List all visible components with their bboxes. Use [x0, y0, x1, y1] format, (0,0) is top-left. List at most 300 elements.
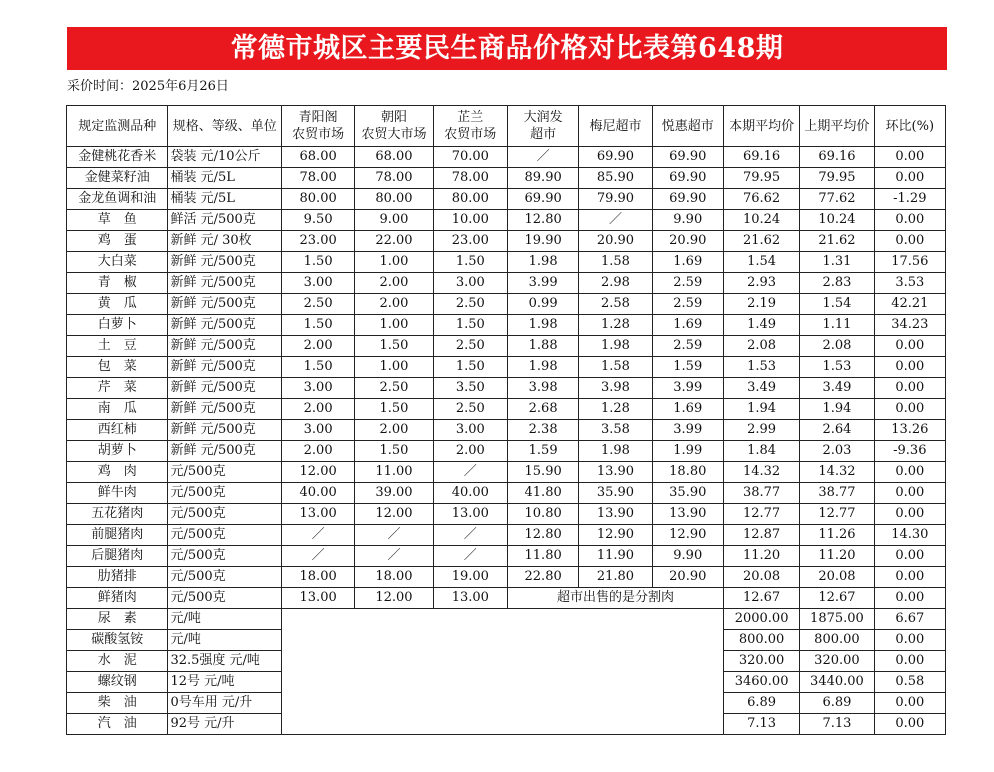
- item-name: 大白菜: [67, 252, 168, 273]
- price-cell: 15.90: [507, 462, 578, 483]
- item-spec: 元/500克: [168, 525, 282, 546]
- previous-average: 2.64: [800, 420, 874, 441]
- price-cell: 2.59: [652, 273, 723, 294]
- price-cell: 2.59: [652, 336, 723, 357]
- previous-average: 1.94: [800, 399, 874, 420]
- table-row: [67, 483, 946, 504]
- price-cell: 1.28: [579, 399, 652, 420]
- previous-average: 79.95: [800, 168, 874, 189]
- table-row: [67, 231, 946, 252]
- column-header: 芷兰 农贸市场: [433, 106, 507, 147]
- column-header: 朝阳 农贸大市场: [355, 106, 433, 147]
- price-cell: 13.00: [433, 588, 507, 609]
- price-cell: 1.00: [355, 357, 433, 378]
- current-average: 21.62: [723, 231, 799, 252]
- item-spec: 新鲜 元/500克: [168, 273, 282, 294]
- current-average: 76.62: [723, 189, 799, 210]
- price-cell: 9.50: [281, 210, 354, 231]
- column-header: 梅尼超市: [579, 106, 652, 147]
- price-cell: 41.80: [507, 483, 578, 504]
- item-spec: 桶装 元/5L: [168, 168, 282, 189]
- column-header: 环比(%): [874, 106, 945, 147]
- price-cell: 1.69: [652, 252, 723, 273]
- price-cell: 3.50: [433, 378, 507, 399]
- current-average: 12.67: [723, 588, 799, 609]
- price-cell: 1.98: [507, 252, 578, 273]
- price-cell: 13.90: [579, 504, 652, 525]
- item-spec: 12号 元/吨: [168, 672, 282, 693]
- price-cell: 1.50: [355, 441, 433, 462]
- table-row: [67, 525, 946, 546]
- price-cell: 1.50: [433, 357, 507, 378]
- previous-average: 7.13: [800, 714, 874, 735]
- price-cell: 80.00: [433, 189, 507, 210]
- item-spec: 新鲜 元/500克: [168, 420, 282, 441]
- price-cell: 1.50: [433, 252, 507, 273]
- price-cell: 2.50: [281, 294, 354, 315]
- current-average: 3460.00: [723, 672, 799, 693]
- item-spec: 新鲜 元/500克: [168, 315, 282, 336]
- change-percent: 0.00: [874, 168, 945, 189]
- price-cell: 2.98: [579, 273, 652, 294]
- price-cell: 80.00: [281, 189, 354, 210]
- previous-average: 1.31: [800, 252, 874, 273]
- price-cell: ／: [507, 147, 578, 168]
- page-title: 常德市城区主要民生商品价格对比表第648期: [67, 27, 947, 70]
- price-cell: 11.90: [579, 546, 652, 567]
- price-cell: 0.99: [507, 294, 578, 315]
- price-cell: 2.38: [507, 420, 578, 441]
- table-row: [67, 609, 946, 630]
- supermarket-note: 超市出售的是分割肉: [507, 588, 723, 609]
- price-cell: 1.50: [281, 357, 354, 378]
- current-average: 800.00: [723, 630, 799, 651]
- item-name: 鸡 肉: [67, 462, 168, 483]
- change-percent: 14.30: [874, 525, 945, 546]
- item-name: 汽 油: [67, 714, 168, 735]
- price-cell: 40.00: [281, 483, 354, 504]
- current-average: 7.13: [723, 714, 799, 735]
- current-average: 2.19: [723, 294, 799, 315]
- price-cell: 2.00: [433, 441, 507, 462]
- price-cell: ／: [433, 462, 507, 483]
- price-cell: 2.00: [355, 273, 433, 294]
- item-name: 前腿猪肉: [67, 525, 168, 546]
- item-name: 尿 素: [67, 609, 168, 630]
- price-cell: 2.00: [281, 399, 354, 420]
- item-name: 金健桃花香米: [67, 147, 168, 168]
- price-cell: 20.90: [652, 231, 723, 252]
- item-spec: 元/500克: [168, 483, 282, 504]
- price-cell: 69.90: [507, 189, 578, 210]
- price-cell: 3.58: [579, 420, 652, 441]
- item-spec: 新鲜 元/500克: [168, 399, 282, 420]
- market-prices-blank: [281, 609, 723, 735]
- price-cell: 2.50: [433, 399, 507, 420]
- price-cell: 78.00: [281, 168, 354, 189]
- price-cell: 2.00: [281, 441, 354, 462]
- table-row: [67, 357, 946, 378]
- price-cell: 11.80: [507, 546, 578, 567]
- item-spec: 元/500克: [168, 567, 282, 588]
- price-cell: ／: [579, 210, 652, 231]
- change-percent: 0.00: [874, 147, 945, 168]
- price-cell: 2.00: [355, 294, 433, 315]
- price-cell: 1.50: [433, 315, 507, 336]
- item-name: 白萝卜: [67, 315, 168, 336]
- price-cell: 35.90: [652, 483, 723, 504]
- previous-average: 3440.00: [800, 672, 874, 693]
- change-percent: 0.00: [874, 693, 945, 714]
- table-row: [67, 210, 946, 231]
- previous-average: 1875.00: [800, 609, 874, 630]
- price-cell: 39.00: [355, 483, 433, 504]
- item-spec: 新鲜 元/500克: [168, 378, 282, 399]
- table-row: [67, 252, 946, 273]
- price-cell: 1.00: [355, 315, 433, 336]
- table-row: [67, 147, 946, 168]
- price-cell: ／: [355, 546, 433, 567]
- price-cell: 1.98: [579, 441, 652, 462]
- change-percent: 17.56: [874, 252, 945, 273]
- item-name: 胡萝卜: [67, 441, 168, 462]
- price-cell: 21.80: [579, 567, 652, 588]
- previous-average: 11.20: [800, 546, 874, 567]
- change-percent: 0.00: [874, 462, 945, 483]
- previous-average: 2.83: [800, 273, 874, 294]
- price-cell: 1.69: [652, 315, 723, 336]
- change-percent: 0.00: [874, 588, 945, 609]
- price-cell: 18.00: [281, 567, 354, 588]
- change-percent: 0.00: [874, 546, 945, 567]
- change-percent: 0.00: [874, 630, 945, 651]
- item-spec: 新鲜 元/500克: [168, 294, 282, 315]
- current-average: 14.32: [723, 462, 799, 483]
- column-header: 上期平均价: [800, 106, 874, 147]
- table-row: [67, 420, 946, 441]
- item-name: 柴 油: [67, 693, 168, 714]
- price-cell: 2.50: [433, 336, 507, 357]
- current-average: 10.24: [723, 210, 799, 231]
- current-average: 12.77: [723, 504, 799, 525]
- price-cell: 1.59: [652, 357, 723, 378]
- price-cell: 20.90: [579, 231, 652, 252]
- item-spec: 元/吨: [168, 630, 282, 651]
- item-name: 水 泥: [67, 651, 168, 672]
- price-cell: 13.90: [579, 462, 652, 483]
- item-spec: 袋装 元/10公斤: [168, 147, 282, 168]
- item-name: 南 瓜: [67, 399, 168, 420]
- price-cell: 3.00: [433, 273, 507, 294]
- price-cell: 12.90: [579, 525, 652, 546]
- change-percent: 0.00: [874, 336, 945, 357]
- change-percent: 34.23: [874, 315, 945, 336]
- price-cell: 68.00: [355, 147, 433, 168]
- price-cell: 1.98: [579, 336, 652, 357]
- price-cell: 1.99: [652, 441, 723, 462]
- price-cell: 12.00: [355, 588, 433, 609]
- price-cell: 78.00: [433, 168, 507, 189]
- table-row: [67, 336, 946, 357]
- price-cell: 3.00: [281, 273, 354, 294]
- change-percent: 3.53: [874, 273, 945, 294]
- price-cell: 9.00: [355, 210, 433, 231]
- previous-average: 800.00: [800, 630, 874, 651]
- current-average: 38.77: [723, 483, 799, 504]
- previous-average: 1.11: [800, 315, 874, 336]
- price-cell: 23.00: [281, 231, 354, 252]
- change-percent: 6.67: [874, 609, 945, 630]
- price-cell: 2.68: [507, 399, 578, 420]
- price-cell: 12.80: [507, 525, 578, 546]
- table-row: [67, 315, 946, 336]
- price-cell: 3.99: [652, 420, 723, 441]
- price-cell: 35.90: [579, 483, 652, 504]
- price-cell: 19.00: [433, 567, 507, 588]
- item-spec: 鲜活 元/500克: [168, 210, 282, 231]
- price-cell: 80.00: [355, 189, 433, 210]
- table-row: [67, 588, 946, 609]
- item-spec: 元/500克: [168, 504, 282, 525]
- item-spec: 92号 元/升: [168, 714, 282, 735]
- price-cell: ／: [281, 546, 354, 567]
- price-cell: 13.90: [652, 504, 723, 525]
- table-row: [67, 273, 946, 294]
- item-spec: 元/500克: [168, 462, 282, 483]
- price-cell: 2.50: [355, 378, 433, 399]
- item-name: 土 豆: [67, 336, 168, 357]
- item-name: 包 菜: [67, 357, 168, 378]
- current-average: 2.93: [723, 273, 799, 294]
- price-cell: 9.90: [652, 210, 723, 231]
- column-header: 规定监测品种: [67, 106, 168, 147]
- item-name: 西红柿: [67, 420, 168, 441]
- price-cell: 2.00: [281, 336, 354, 357]
- previous-average: 2.03: [800, 441, 874, 462]
- previous-average: 77.62: [800, 189, 874, 210]
- price-cell: 40.00: [433, 483, 507, 504]
- item-name: 肋猪排: [67, 567, 168, 588]
- item-name: 金健菜籽油: [67, 168, 168, 189]
- table-row: [67, 441, 946, 462]
- price-cell: 20.90: [652, 567, 723, 588]
- current-average: 1.84: [723, 441, 799, 462]
- price-cell: 1.98: [507, 357, 578, 378]
- current-average: 79.95: [723, 168, 799, 189]
- price-cell: 3.99: [652, 378, 723, 399]
- current-average: 20.08: [723, 567, 799, 588]
- price-cell: 18.00: [355, 567, 433, 588]
- price-cell: 22.80: [507, 567, 578, 588]
- change-percent: 0.58: [874, 672, 945, 693]
- table-body: [67, 147, 946, 735]
- item-name: 螺纹钢: [67, 672, 168, 693]
- price-cell: 1.50: [281, 252, 354, 273]
- price-cell: 18.80: [652, 462, 723, 483]
- price-cell: 1.58: [579, 252, 652, 273]
- price-cell: 1.28: [579, 315, 652, 336]
- change-percent: 0.00: [874, 357, 945, 378]
- item-spec: 新鲜 元/500克: [168, 357, 282, 378]
- item-name: 草 鱼: [67, 210, 168, 231]
- item-spec: 元/500克: [168, 546, 282, 567]
- current-average: 2.99: [723, 420, 799, 441]
- price-cell: 1.50: [281, 315, 354, 336]
- price-cell: 2.00: [355, 420, 433, 441]
- price-cell: 11.00: [355, 462, 433, 483]
- price-cell: 9.90: [652, 546, 723, 567]
- price-cell: 13.00: [281, 588, 354, 609]
- change-percent: 0.00: [874, 483, 945, 504]
- price-cell: 12.00: [281, 462, 354, 483]
- previous-average: 2.08: [800, 336, 874, 357]
- previous-average: 11.26: [800, 525, 874, 546]
- current-average: 320.00: [723, 651, 799, 672]
- item-name: 五花猪肉: [67, 504, 168, 525]
- previous-average: 14.32: [800, 462, 874, 483]
- item-name: 后腿猪肉: [67, 546, 168, 567]
- table-row: [67, 378, 946, 399]
- previous-average: 6.89: [800, 693, 874, 714]
- price-cell: 1.50: [355, 399, 433, 420]
- table-row: [67, 462, 946, 483]
- change-percent: 0.00: [874, 231, 945, 252]
- item-name: 碳酸氢铵: [67, 630, 168, 651]
- price-cell: 1.98: [507, 315, 578, 336]
- price-cell: 10.80: [507, 504, 578, 525]
- item-spec: 新鲜 元/ 30枚: [168, 231, 282, 252]
- item-spec: 元/吨: [168, 609, 282, 630]
- previous-average: 38.77: [800, 483, 874, 504]
- item-spec: 桶装 元/5L: [168, 189, 282, 210]
- item-name: 芹 菜: [67, 378, 168, 399]
- change-percent: 0.00: [874, 567, 945, 588]
- column-header: 悦惠超市: [652, 106, 723, 147]
- price-cell: 19.90: [507, 231, 578, 252]
- price-cell: 23.00: [433, 231, 507, 252]
- column-header: 规格、等级、单位: [168, 106, 282, 147]
- table-row: [67, 168, 946, 189]
- previous-average: 3.49: [800, 378, 874, 399]
- item-name: 黄 瓜: [67, 294, 168, 315]
- current-average: 11.20: [723, 546, 799, 567]
- price-cell: 1.50: [355, 336, 433, 357]
- price-cell: 12.90: [652, 525, 723, 546]
- price-cell: 2.50: [433, 294, 507, 315]
- price-cell: 79.90: [579, 189, 652, 210]
- current-average: 1.54: [723, 252, 799, 273]
- table-row: [67, 504, 946, 525]
- price-cell: 3.98: [579, 378, 652, 399]
- previous-average: 1.54: [800, 294, 874, 315]
- table-row: [67, 546, 946, 567]
- price-cell: 89.90: [507, 168, 578, 189]
- price-cell: 12.00: [355, 504, 433, 525]
- change-percent: -1.29: [874, 189, 945, 210]
- price-cell: 85.90: [579, 168, 652, 189]
- column-header: 大润发 超市: [507, 106, 578, 147]
- price-cell: 10.00: [433, 210, 507, 231]
- item-name: 鲜猪肉: [67, 588, 168, 609]
- item-spec: 元/500克: [168, 588, 282, 609]
- current-average: 3.49: [723, 378, 799, 399]
- item-spec: 32.5强度 元/吨: [168, 651, 282, 672]
- price-table: [66, 105, 946, 735]
- price-cell: 3.00: [281, 378, 354, 399]
- price-cell: 13.00: [281, 504, 354, 525]
- price-cell: 13.00: [433, 504, 507, 525]
- column-header: 青阳阁 农贸市场: [281, 106, 354, 147]
- current-average: 1.94: [723, 399, 799, 420]
- table-header: [67, 106, 946, 147]
- price-cell: ／: [433, 546, 507, 567]
- table-row: [67, 189, 946, 210]
- previous-average: 12.77: [800, 504, 874, 525]
- column-header: 本期平均价: [723, 106, 799, 147]
- current-average: 2.08: [723, 336, 799, 357]
- price-cell: 69.90: [652, 147, 723, 168]
- change-percent: 0.00: [874, 210, 945, 231]
- price-cell: 69.90: [652, 189, 723, 210]
- previous-average: 320.00: [800, 651, 874, 672]
- current-average: 2000.00: [723, 609, 799, 630]
- change-percent: 42.21: [874, 294, 945, 315]
- price-cell: 2.58: [579, 294, 652, 315]
- price-cell: ／: [281, 525, 354, 546]
- collect-date: 采价时间：2025年6月26日: [67, 79, 229, 94]
- previous-average: 1.53: [800, 357, 874, 378]
- table-row: [67, 567, 946, 588]
- price-cell: 68.00: [281, 147, 354, 168]
- current-average: 69.16: [723, 147, 799, 168]
- price-cell: 78.00: [355, 168, 433, 189]
- change-percent: 13.26: [874, 420, 945, 441]
- table-row: [67, 294, 946, 315]
- price-cell: 1.59: [507, 441, 578, 462]
- price-cell: 3.00: [433, 420, 507, 441]
- price-cell: 1.88: [507, 336, 578, 357]
- price-cell: 1.00: [355, 252, 433, 273]
- price-cell: 3.99: [507, 273, 578, 294]
- price-cell: 1.58: [579, 357, 652, 378]
- price-cell: ／: [433, 525, 507, 546]
- change-percent: 0.00: [874, 714, 945, 735]
- item-spec: 0号车用 元/升: [168, 693, 282, 714]
- item-name: 鲜牛肉: [67, 483, 168, 504]
- price-cell: 70.00: [433, 147, 507, 168]
- previous-average: 10.24: [800, 210, 874, 231]
- current-average: 12.87: [723, 525, 799, 546]
- price-cell: 2.59: [652, 294, 723, 315]
- item-name: 金龙鱼调和油: [67, 189, 168, 210]
- change-percent: 0.00: [874, 651, 945, 672]
- item-spec: 新鲜 元/500克: [168, 336, 282, 357]
- price-cell: 69.90: [652, 168, 723, 189]
- previous-average: 69.16: [800, 147, 874, 168]
- current-average: 1.49: [723, 315, 799, 336]
- change-percent: 0.00: [874, 378, 945, 399]
- item-spec: 新鲜 元/500克: [168, 252, 282, 273]
- item-spec: 新鲜 元/500克: [168, 441, 282, 462]
- previous-average: 20.08: [800, 567, 874, 588]
- price-cell: 69.90: [579, 147, 652, 168]
- change-percent: -9.36: [874, 441, 945, 462]
- previous-average: 12.67: [800, 588, 874, 609]
- table-row: [67, 399, 946, 420]
- price-cell: 3.00: [281, 420, 354, 441]
- price-cell: 3.98: [507, 378, 578, 399]
- price-cell: ／: [355, 525, 433, 546]
